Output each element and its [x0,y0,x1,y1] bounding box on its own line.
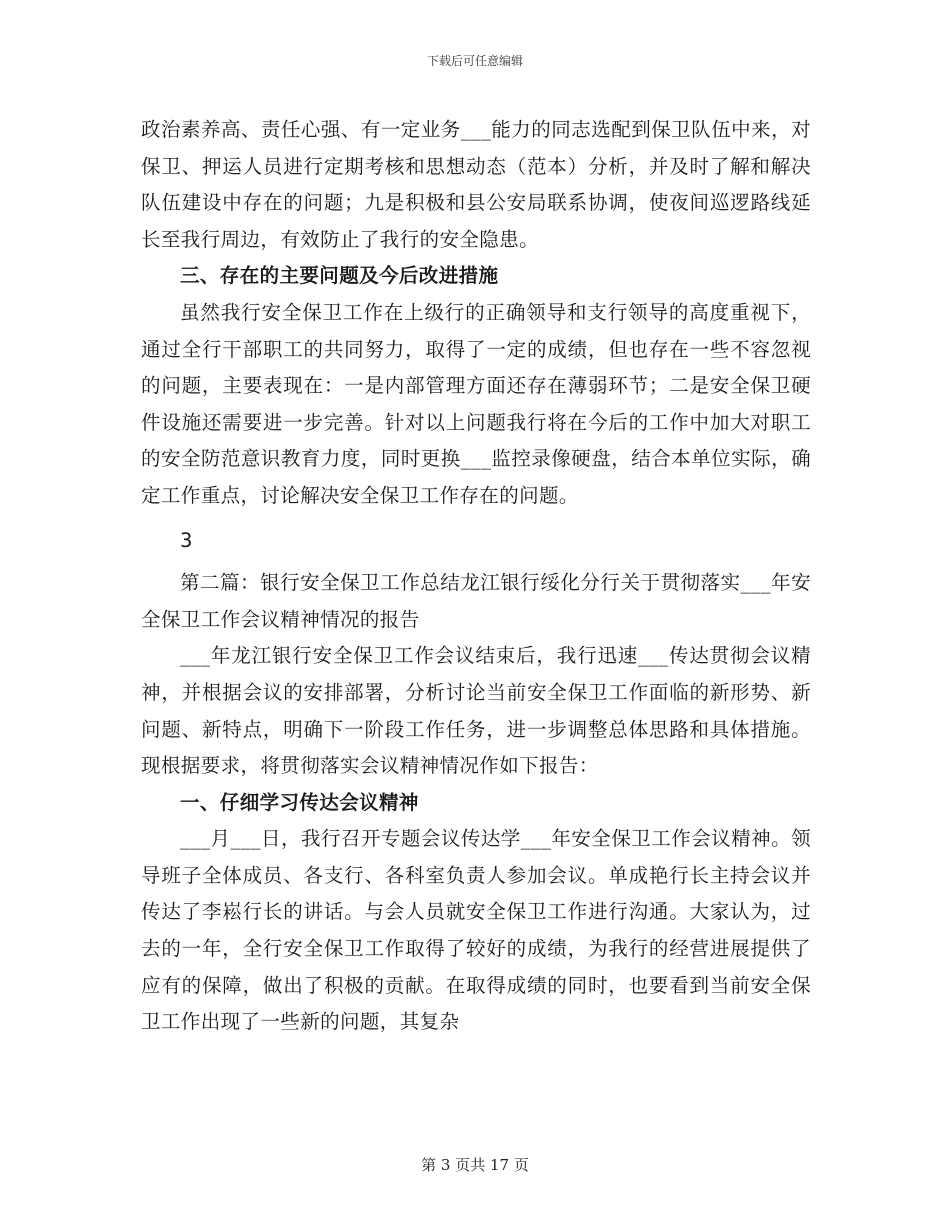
section-heading-problems: 三、存在的主要问题及今后改进措施 [180,264,499,288]
paragraph-intro: ___年龙江银行安全保卫工作会议结束后，我行迅速___传达贯彻会议精神，并根据会议的安排部署，分析讨论当前安全保卫工作面临的新形势、新问题、新特点，明确下一阶段工作任务，进一步调整总体思路和具体措施。现根据要求，将贯彻落实会议精神情况作如下报告： [141,644,811,778]
paragraph-problems: 虽然我行安全保卫工作在上级行的正确领导和支行领导的高度重视下，通过全行干部职工的共同努力，取得了一定的成绩，但也存在一些不容忽视的问题，主要表现在：一是内部管理方面还存在薄弱环节；二是安全保卫硬件设施还需要进一步完善。针对以上问题我行将在今后的工作中加大对职工的安全防范意识教育力度，同时更换___监控录像硬盘，结合本单位实际，确定工作重点，讨论解决安全保卫工作存在的问题。 [141,300,811,507]
document-body [141,112,811,1041]
section-heading-study: 一、仔细学习传达会议精神 [180,790,419,814]
inline-page-marker: 3 [180,528,193,552]
article-title: 第二篇：银行安全保卫工作总结龙江银行绥化分行关于贯彻落实___年安全保卫工作会议精神情况的报告 [141,571,811,631]
paragraph-continuation: 政治素养高、责任心强、有一定业务___能力的同志选配到保卫队伍中来，对保卫、押运人员进行定期考核和思想动态（范本）分析，并及时了解和解决队伍建设中存在的问题；九是积极和县公安局联系协调，使夜间巡逻路线延长至我行周边，有效防止了我行的安全隐患。 [141,118,811,251]
page-header-note: 下载后可任意编辑 [426,54,523,68]
paragraph-study: ___月___日，我行召开专题会议传达学___年安全保卫工作会议精神。领导班子全体成员、各支行、各科室负责人参加会议。单成艳行长主持会议并传达了李崧行长的讲话。与会人员就安全保卫工作进行沟通。大家认为，过去的一年，全行安全保卫工作取得了较好的成绩，为我行的经营进展提供了应有的保障，做出了积极的贡献。在取得成绩的同时，也要看到当前安全保卫工作出现了一些新的问题，其复杂 [141,827,811,1034]
page-footer-number: 第 3 页共 17 页 [421,1156,529,1174]
